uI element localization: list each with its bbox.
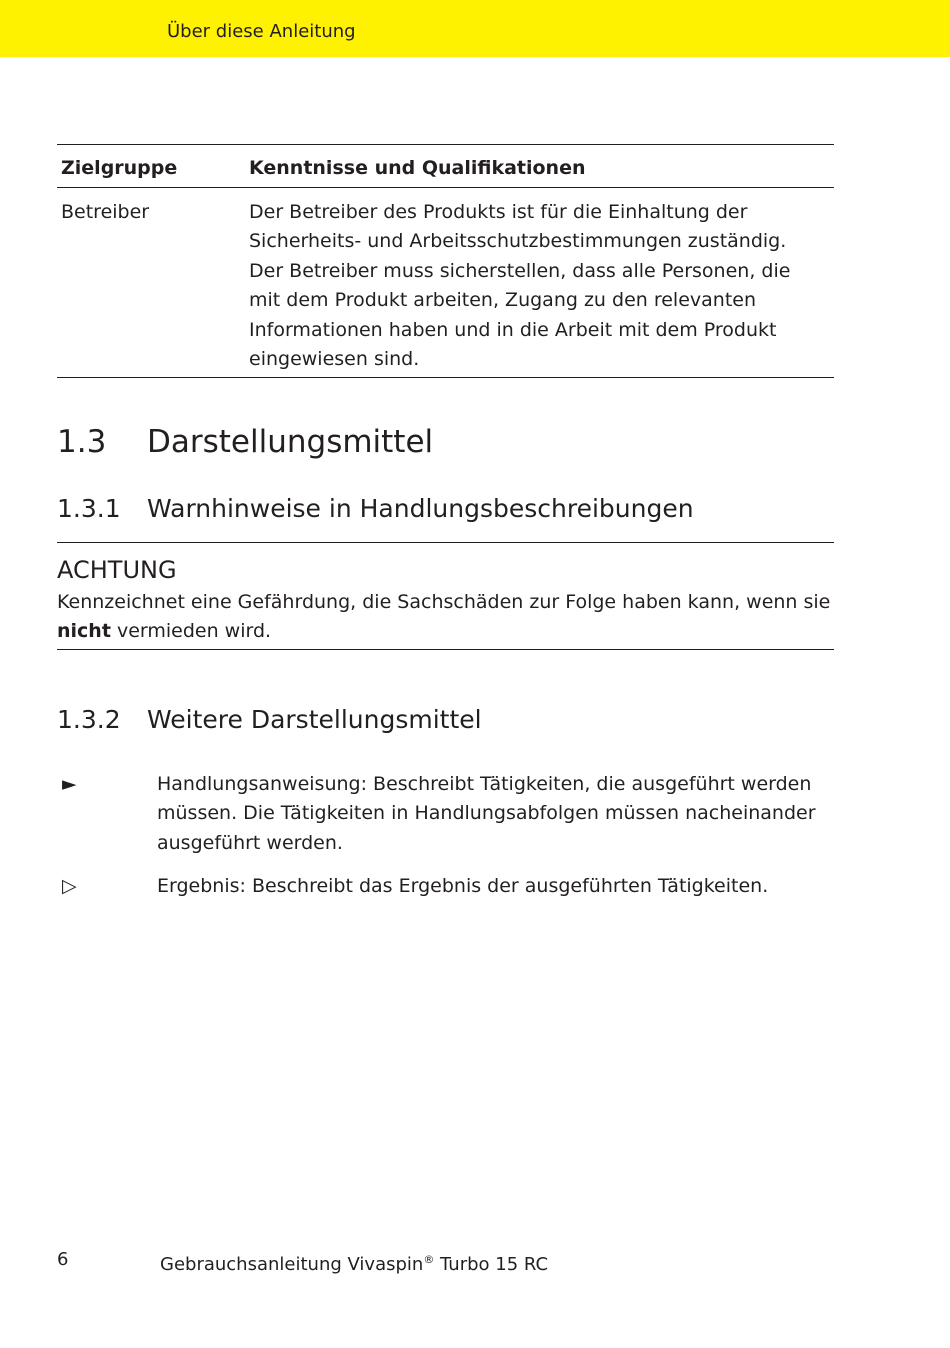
warning-signal-word: ACHTUNG <box>57 556 177 584</box>
section-number: 1.3.2 <box>57 705 121 734</box>
page-number: 6 <box>57 1249 69 1270</box>
outline-triangle-right-icon: ▷ <box>62 875 77 897</box>
section-title: Darstellungsmittel <box>147 424 434 460</box>
section-title: Warnhinweise in Handlungsbeschreibungen <box>147 494 694 523</box>
section-heading-1-3-1 <box>57 492 694 526</box>
table-cell-group: Betreiber <box>61 201 150 223</box>
section-number: 1.3 <box>57 424 107 460</box>
section-heading-1-3-2 <box>57 703 482 737</box>
section-title: Weitere Darstellungsmittel <box>147 705 482 734</box>
running-header-title: Über diese Anleitung <box>167 21 356 42</box>
column-header-group: Zielgruppe <box>61 157 178 179</box>
filled-triangle-right-icon: ► <box>62 773 77 795</box>
warning-notice <box>57 542 834 650</box>
footer-document-title <box>160 1247 548 1278</box>
table-row <box>57 188 834 377</box>
list-item-text: Ergebnis: Beschreibt das Ergebnis der ausgeführten Tätigkeiten. <box>157 875 769 897</box>
warning-text-emphasis: nicht <box>57 620 111 642</box>
footer-title-prefix: Gebrauchsanleitung Vivaspin <box>160 1254 424 1275</box>
header-band <box>0 0 950 57</box>
warning-text <box>57 588 834 646</box>
table-bottom-rule <box>57 377 834 378</box>
registered-mark: ® <box>423 1253 435 1266</box>
section-number: 1.3.1 <box>57 494 121 523</box>
column-header-knowledge: Kenntnisse und Qualifikationen <box>249 157 586 179</box>
table-cell-knowledge: Der Betreiber des Produkts ist für die Einhaltung der Sicherheits- und Arbeitsschutzbestimmungen zuständig. Der Betreiber muss sicherstellen, dass alle Personen, die mit dem Produkt arbeiten, Zugang zu den relevanten Informationen haben und in die Arbeit mit dem Produkt eingewiesen sind. <box>249 201 791 371</box>
section-heading-1-3 <box>57 420 434 464</box>
warning-text-after: vermieden wird. <box>110 620 272 642</box>
table-header-row <box>57 145 834 187</box>
warning-text-before: Kennzeichnet eine Gefährdung, die Sachschäden zur Folge haben kann, wenn sie <box>57 591 831 613</box>
footer-title-suffix: Turbo 15 RC <box>434 1254 549 1275</box>
list-item-text: Handlungsanweisung: Beschreibt Tätigkeiten, die ausgeführt werden müssen. Die Tätigkeiten in Handlungsabfolgen müssen nacheinander ausgeführt werden. <box>157 773 816 854</box>
target-group-table <box>57 144 834 378</box>
